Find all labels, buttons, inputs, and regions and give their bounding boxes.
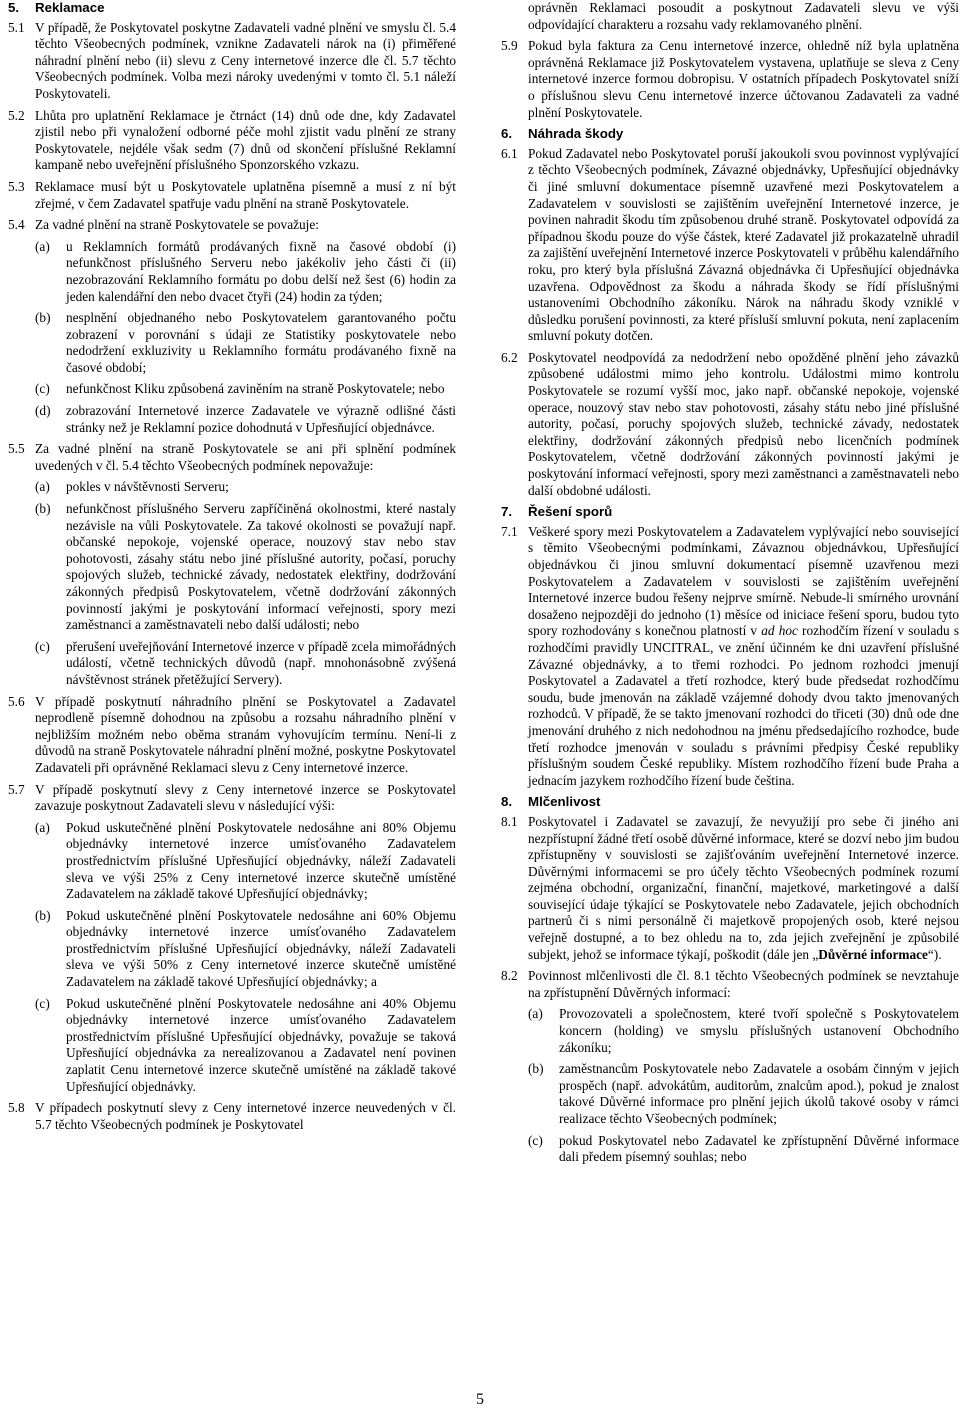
clause-5-4: [8, 217, 456, 436]
subclause-b: [528, 1061, 959, 1127]
clause-5-6: [8, 694, 456, 777]
subclause-b: [35, 310, 456, 376]
clause-text: Pokud byla faktura za Cenu internetové inzerce, ohledně níž byla uplatněna oprávněná Reklamace již Poskytovatelem vystavena, uplatňuje se sleva z Ceny internetové inzerce formou dobropisu. V ostatních případech Poskytovatel sníží o příslušnou slevu Cenu internetové inzerce účtovanou Zadavateli za vadné plnění Poskytovatele.: [528, 38, 959, 120]
subclause-a: [35, 479, 456, 496]
subclause-d: [35, 403, 456, 436]
subclause-text: zobrazování Internetové inzerce Zadavatele ve výrazně odlišné části stránky než je Reklamní pozice dohodnutá v Upřesňující objednávce.: [66, 403, 456, 435]
clause-5-1: [8, 20, 456, 103]
subclause-label: (a): [528, 1006, 543, 1022]
section-heading-7: [501, 504, 959, 521]
clause-number: 5.7: [8, 781, 25, 797]
clause-6-1: [501, 146, 959, 345]
subclause-text: přerušení uveřejňování Internetové inzerce v případě zcela mimořádných událostí, včetně technických důvodů (např. mnohonásobně zvýšená návštěvnost stránek přetěžující Servery).: [66, 638, 456, 687]
clause-number: 5.4: [8, 217, 25, 233]
subclause-label: (c): [35, 995, 50, 1011]
clause-5-5: [8, 441, 456, 688]
clause-5-9: [501, 38, 959, 121]
subclause-text: pokles v návštěvnosti Serveru;: [66, 479, 229, 495]
subclause-text: Pokud uskutečněné plnění Poskytovatele nedosáhne ani 40% Objemu objednávky internetové inzerce umísťovaného Zadavatelem prostřednictvím příslušné Upřesňující objednávky, považuje se taková Upřesňující objednávka za nerealizovanou a Zadavatel není povinen zaplatit Cenu internetové inzerce skutečně umístěné na základě takové Upřesňující objednávky.: [66, 995, 456, 1094]
section-heading-5: [8, 0, 456, 17]
section-heading-8: [501, 794, 959, 811]
subclause-label: (c): [528, 1132, 543, 1148]
subclause-a: [35, 820, 456, 903]
subclause-label: (b): [35, 501, 51, 517]
clause-number: 8.2: [501, 968, 518, 984]
clause-8-1: [501, 814, 959, 963]
right-column: [501, 0, 959, 1171]
subclause-a: [528, 1006, 959, 1056]
clause-text: Poskytovatel neodpovídá za nedodržení nebo opožděné plnění jeho závazků způsobené událostmi mimo jeho kontrolu. Událostmi mimo kontrolu Poskytovatele se rozumí vyšší moc, jako např. občanské nepokoje, vojenské operace, nouzový stav nebo stav pohotovosti, zásahy státu nebo jiné příslušné autority, počasí, poruchy spojových služeb, technické závady, nedostatek elektřiny, dodržování zákonných předpisů nebo licenčních podmínek Poskytovatelem, včetně dodržování zákonných povinností jakými je poskytování informací veřejnosti, spory mezi zaměstnanci a zaměstnavateli nebo další obdobné události.: [528, 349, 959, 498]
subclause-text: Provozovateli a společnostem, které tvoří společně s Poskytovatelem koncern (holding) ve smyslu příslušných ustanovení Obchodního zákoníku;: [559, 1006, 959, 1055]
clause-5-7: [8, 782, 456, 1096]
subclause-b: [35, 501, 456, 634]
subclause-label: (a): [35, 479, 50, 495]
clause-text-part: Veškeré spory mezi Poskytovatelem a Zadavatelem vyplývající nebo související s těmito Všeobecnými podmínkami, Závaznou objednávkou, Upřesňující objednávkou či jinou smluvní dokumentací písemně uzavřenou mezi Poskytovatelem a Zadavatelem v souvislosti se zajištěním uveřejnění Internetové inzerce budou řešeny nejprve smírně. Nebude-li smírného urovnání dosaženo nejpozději do jednoho (1) měsíce od iniciace řešení sporu, budou tyto spory rozhodovány s konečnou platností v: [528, 523, 959, 639]
clause-text: oprávněn Reklamaci posoudit a poskytnout Zadavateli slevu ve výši odpovídající charakteru a rozsahu vady reklamovaného plnění.: [528, 0, 959, 32]
subclause-label: (d): [35, 403, 51, 419]
section-title: Náhrada škody: [528, 126, 624, 142]
subclause-text: u Reklamních formátů prodávaných fixně na časové období (i) nefunkčnost příslušného Serveru nebo jakékoliv jeho části či (ii) nezobrazování Reklamního formátu po dobu delší než šest (6) hodin za jeden kalendářní den nebo dvacet čtyři (24) hodin za týden;: [66, 238, 456, 304]
clause-text: [528, 814, 959, 963]
subclause-label: (a): [35, 819, 50, 835]
clause-text: V případech poskytnutí slevy z Ceny internetové inzerce neuvedených v čl. 5.7 těchto Všeobecných podmínek je Poskytovatel: [35, 1100, 456, 1132]
clause-text-part: rozhodčím řízení v souladu s rozhodčími pravidly UNCITRAL, ve znění účinném ke dni uzavření příslušné Závazné objednávky, a to třemi rozhodci. Po jednom rozhodci jmenují Poskytovatel a Zadavatel a třetí rozhodce, který bude předsedat rozhodčímu soudu, bude jmenován na základě vzájemné dohody dvou takto jmenovaných rozhodců. V případě, že se takto jmenovaní rozhodci do třiceti (30) dnů ode dne jmenování druhého z nich nedohodnou na jménu předsedajícího rozhodce, bude třetí rozhodce jmenován v souladu s právními předpisy České republiky příslušným soudem České republiky. Místem rozhodčího řízení bude Praha a jednacím jazykem rozhodčího řízení bude čeština.: [528, 623, 959, 788]
clause-text: Za vadné plnění na straně Poskytovatele se považuje:: [35, 217, 319, 233]
subclause-c: [35, 996, 456, 1096]
section-number: 6.: [501, 126, 513, 142]
section-title: Mlčenlivost: [528, 794, 601, 810]
clause-6-2: [501, 350, 959, 499]
subclause-c: [35, 639, 456, 689]
clause-text: Reklamace musí být u Poskytovatele uplatněna písemně a musí z ní být zřejmé, v čem Zadavatel spatřuje vadu plnění na straně Poskytovatele.: [35, 178, 456, 211]
subclause-a: [35, 239, 456, 305]
left-column: [8, 0, 456, 1138]
subclause-label: (a): [35, 238, 50, 254]
subclause-text: nefunkčnost Kliku způsobená zaviněním na straně Poskytovatele; nebo: [66, 381, 445, 397]
subclause-text: nesplnění objednaného nebo Poskytovatelem garantovaného počtu zobrazení v porovnání s údaji ze Statistiky poskytovatele nebo nedodržení exkluzivity u Reklamního formátu prodávaného fixně na časové období;: [66, 310, 456, 375]
clause-8-2: [501, 968, 959, 1166]
subclause-label: (c): [35, 638, 50, 654]
clause-number: 5.9: [501, 38, 518, 54]
subclause-label: (b): [35, 907, 51, 923]
subclause-text: zaměstnancům Poskytovatele nebo Zadavatele a osobám činným v jejich prospěch (např. advokátům, auditorům, znalcům apod.), pokud je znalost takové Důvěrné informace pro plnění jejich úkolů takové osoby v rámci realizace těchto Všeobecných podmínek;: [559, 1061, 959, 1126]
section-number: 5.: [8, 0, 20, 15]
clause-text: Pokud Zadavatel nebo Poskytovatel poruší jakoukoli svou povinnost vyplývající z těchto Všeobecných podmínek, Závazné objednávky, Upřesňující objednávky či jiné smluvní dokumentace písemně uzavřené mezi Poskytovatelem a Zadavatelem v souvislosti se zajištěním uveřejnění Internetové inzerce, je povinen nahradit škodu tím způsobenou druhé straně. Poskytovatel odpovídá za případnou škodu pouze do výše částek, které Zadavatel již prokazatelně uhradil za zajištění uveřejnění Internetové inzerce Poskytovateli v průběhu kalendářního roku, pro který byla příslušná Závazná objednávka či Upřesňující objednávka uzavřena. Odpovědnost za škodu a náhrada škody se řídí příslušnými ustanoveními Obchodního zákoníku. Nárok na náhradu škody vzniklé v důsledku porušení povinnosti, za které přísluší smluvní pokuta, není zaplacením smluvní pokuty dotčen.: [528, 145, 959, 344]
subclause-text: Pokud uskutečněné plnění Poskytovatele nedosáhne ani 60% Objemu objednávky internetové inzerce umísťovaného Zadavatelem prostřednictvím příslušné Upřesňující objednávky, náleží Zadavateli sleva ve výši 50% z Ceny internetové inzerce skutečně umístěné Zadavatelem na základě takové Upřesňující objednávky; a: [66, 907, 456, 990]
clause-text: V případě, že Poskytovatel poskytne Zadavateli vadné plnění ve smyslu čl. 5.4 těchto Všeobecných podmínek, vznikne Zadavateli nárok na (i) přiměřené náhradní plnění nebo (ii) slevu z Ceny internetové inzerce dle čl. 5.7 těchto Všeobecných podmínek. Volba mezi nároky uvedenými v tomto čl. 5.1 náleží Poskytovateli.: [35, 19, 456, 101]
subclause-text: Pokud uskutečněné plnění Poskytovatele nedosáhne ani 80% Objemu objednávky internetové inzerce umísťovaného Zadavatelem prostřednictvím příslušné Upřesňující objednávky, náleží Zadavateli sleva ve výši 25% z Ceny internetové inzerce skutečně umístěné Zadavatelem na základě takové Upřesňující objednávky;: [66, 819, 456, 902]
subclause-label: (b): [35, 310, 51, 326]
subclause-c: [35, 381, 456, 398]
clause-5-8: [8, 1100, 456, 1133]
section-number: 8.: [501, 794, 513, 810]
clause-number: 5.1: [8, 19, 25, 35]
subclause-c: [528, 1133, 959, 1166]
clause-7-1: [501, 524, 959, 790]
clause-5-8-continued: [501, 0, 959, 33]
clause-text-italic: ad hoc: [761, 623, 798, 639]
clause-number-spacer: [501, 0, 528, 33]
clause-5-2: [8, 108, 456, 174]
clause-text: V případě poskytnutí slevy z Ceny internetové inzerce se Poskytovatel zavazuje poskytnout Zadavateli slevu v následující výši:: [35, 781, 456, 814]
clause-number: 7.1: [501, 523, 518, 539]
section-title: Řešení sporů: [528, 504, 613, 520]
clause-text: V případě poskytnutí náhradního plnění se Poskytovatel a Zadavatel neprodleně písemně dohodnou na způsobu a rozsahu náhradního plnění v nejbližším možném nebo oběma stranám vyhovujícím termínu. Není-li z důvodů na straně Poskytovatele náhradní plnění možné, poskytne Poskytovatel Zadavateli při oprávněné Reklamaci slevu z Ceny internetové inzerce.: [35, 693, 456, 775]
subclause-b: [35, 908, 456, 991]
clause-text: Za vadné plnění na straně Poskytovatele se ani při splnění podmínek uvedených v čl. 5.4 těchto Všeobecných podmínek nepovažuje:: [35, 441, 456, 473]
clause-text-part: Poskytovatel i Zadavatel se zavazují, že nevyužijí pro sebe či jiného ani nezpřístupní žádné třetí osobě důvěrné informace, které se dozví nebo jim budou zpřístupněny v souvislosti se zajišťováním uveřejnění Internetové inzerce. Důvěrnými informacemi se pro účely těchto Všeobecných podmínek rozumí zejména obchodní, organizační, finanční, majetkové, marketingové a další související údaje týkající se Poskytovatele nebo Zadavatele, jejich obchodních partnerů či s nimi personálně či majetkově propojených osob, které nejsou veřejně dostupné, a to bez ohledu na to, zda jejich zveřejnění je způsobilé subjekt, jehož se informace týkají, poškodit (dále jen „: [528, 813, 959, 962]
clause-number: 6.2: [501, 349, 518, 365]
subclause-label: (b): [528, 1061, 544, 1077]
subclause-text: nefunkčnost příslušného Serveru zapříčiněná okolnostmi, které nastaly nezávisle na vůli Poskytovatele. Za takové okolnosti se považují např. občanské nepokoje, vojenské operace, nouzový stav nebo stav pohotovosti, zásahy státu nebo jiné příslušné autority, počasí, poruchy spojových služeb, technické závady, nedostatek elektřiny, dodržování zákonných předpisů Poskytovatelem, včetně dodržování zákonných povinností jakými je poskytování informací veřejnosti, spory mezi zaměstnanci a zaměstnavateli nebo další události; nebo: [66, 501, 456, 633]
section-heading-6: [501, 126, 959, 143]
section-number: 7.: [501, 504, 513, 520]
clause-number: 5.3: [8, 178, 25, 194]
section-title: Reklamace: [35, 0, 105, 15]
clause-number: 5.6: [8, 693, 25, 709]
clause-text: Povinnost mlčenlivosti dle čl. 8.1 těchto Všeobecných podmínek se nevztahuje na zpřístupnění Důvěrných informací:: [528, 968, 959, 1000]
clause-number: 5.8: [8, 1100, 25, 1116]
defined-term: Důvěrné informace: [818, 946, 928, 962]
clause-number: 5.2: [8, 107, 25, 123]
subclause-label: (c): [35, 381, 50, 397]
clause-number: 8.1: [501, 813, 518, 829]
page-number: 5: [476, 1391, 484, 1408]
clause-5-3: [8, 179, 456, 212]
subclause-text: pokud Poskytovatel nebo Zadavatel ke zpřístupnění Důvěrné informace dali předem písemný souhlas; nebo: [559, 1132, 959, 1165]
clause-number: 6.1: [501, 145, 518, 161]
clause-text-part: “).: [927, 946, 942, 962]
clause-text: Lhůta pro uplatnění Reklamace je čtrnáct (14) dnů ode dne, kdy Zadavatel zjistil nebo při vynaložení odborné péče mohl zjistit vadu plnění ze strany Poskytovatele, nejdéle však sedm (7) dnů od skončení příslušné Reklamní kampaně nebo uveřejnění příslušného Sponzorského vzkazu.: [35, 107, 456, 173]
clause-text: [528, 524, 959, 790]
clause-number: 5.5: [8, 441, 25, 457]
